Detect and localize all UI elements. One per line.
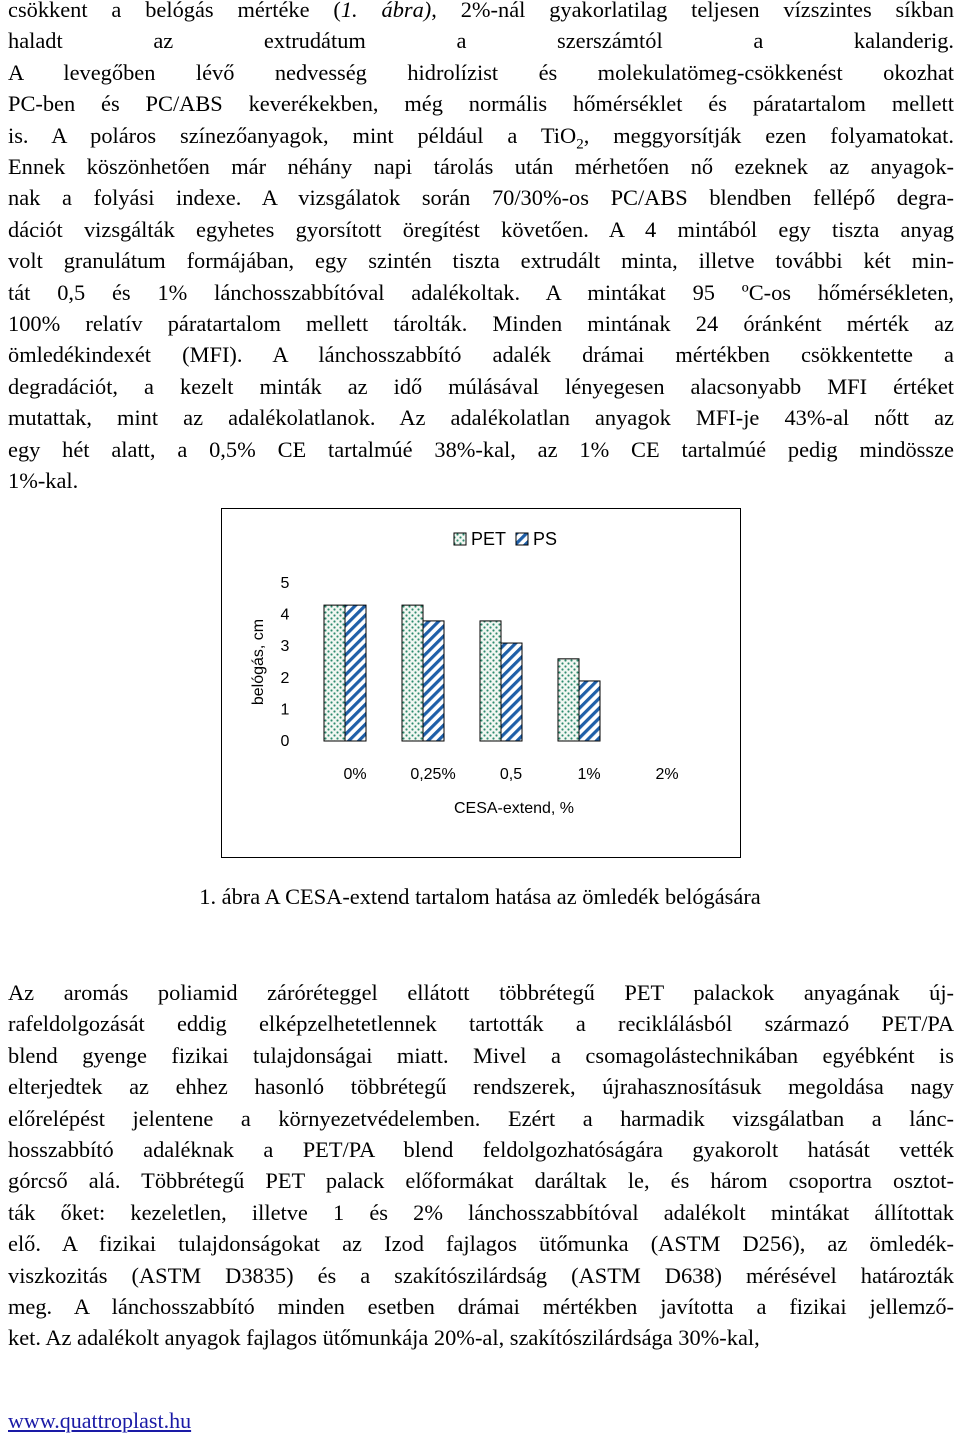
text-line: A levegőben lévő nedvesség hidrolízist és molekulatömeg-csökkenést okozhat [8,59,954,85]
text-line: Az aromás poliamid záróréteggel ellátott többrétegű PET palackok anyagának új- [8,980,954,1005]
text-line: hosszabbító adaléknak a PET/PA blend feldolgozhatóságára gyakorolt hatását vették [8,1137,954,1163]
text-line: elő. A fizikai tulajdonságokat az Izod fajlagos ütőmunka (ASTM D256), az ömledék- [8,1231,954,1257]
y-tick-label: 0 [280,733,290,750]
text-line: rafeldolgozását eddig elképzelhetetlennek tartották a reciklálásból származó PET/PA [8,1011,954,1037]
text-line [8,120,954,151]
y-axis [250,575,290,750]
text-line: elterjedtek az ehhez hasonló többrétegű rendszerek, újrahasznosításuk megoldása nagy [8,1074,954,1100]
footer-link[interactable]: www.quattroplast.hu [8,1408,192,1433]
figure-reference: 1. ábra) [340,0,432,22]
text-line: egy hét alatt, a 0,5% CE tartalmúé 38%-kal, az 1% CE tartalmúé pedig mindössze [8,436,954,462]
x-tick-label: 0% [343,766,367,783]
bar-ps [423,621,444,741]
bar-ps [345,605,366,741]
text-line: ömledékindexét (MFI). A lánchosszabbító adalék drámai mértékben csökkentette a [8,342,954,368]
text-line: nak a folyási indexe. A vizsgálatok során 70/30%-os PC/ABS blendben fellépő degra- [8,185,954,211]
y-tick-label: 5 [280,575,290,592]
bar-pet [402,605,423,741]
text-line: dációt vizsgálták egyhetes gyorsított öregítést követően. A 4 mintából egy tiszta anyag [8,216,954,242]
x-tick-label: 0,25% [410,766,456,783]
text-line: PC-ben és PC/ABS keverékekben, még normális hőmérséklet és páratartalom mellett [8,91,954,117]
text-line: 100% relatív páratartalom mellett tárolták. Minden mintának 24 óránként mérték az [8,311,954,337]
text-line: blend gyenge fizikai tulajdonságai miatt. Mivel a csomagolástechnikában egyébként is [8,1042,954,1068]
legend-swatch-ps [516,533,528,545]
chart-legend [454,529,557,549]
bar-chart [222,509,740,857]
text-line: előrelépést jelentene a környezetvédelemben. Ezért a harmadik vizsgálatban a lánc- [8,1105,954,1131]
text-segment: csökkent a belógás mértéke ( [8,0,341,22]
x-tick-label: 0,5 [499,766,523,783]
text-line: tát 0,5 és 1% lánchosszabbítóval adalékoltak. A mintákat 95 ºC-os hőmérsékleten, [8,279,954,305]
y-tick-label: 4 [280,606,290,624]
bar-pet [480,621,501,741]
text-segment: , 2%-nál gyakorlatilag teljesen vízszintes síkban [431,0,954,22]
text-line: volt granulátum formájában, egy szintén tiszta extrudált minta, illetve további két min- [8,248,954,274]
text-segment: is. A poláros színezőanyagok, mint például a TiO [8,122,577,148]
bar-pet [324,605,345,741]
text-line [8,0,954,25]
y-axis-label: belógás, cm [250,618,267,706]
text-line: 1%-kal. [8,468,79,494]
subscript: 2 [576,136,584,153]
bar-pet [558,659,579,741]
figure-chart [221,508,741,858]
legend-label-pet: PET [471,529,507,549]
text-line: górcső alá. Többrétegű PET palack előformákat daráltak le, és három csoportra osztot- [8,1168,954,1194]
x-axis-label: CESA-extend, % [453,800,575,817]
legend-label-ps: PS [533,529,558,549]
bar-ps [501,643,522,741]
text-line: mutattak, mint az adalékolatlanok. Az adalékolatlan anyagok MFI-je 43%-al nőtt az [8,405,954,431]
text-line: meg. A lánchosszabbító minden esetben drámai mértékben javította a fizikai jellemző- [8,1294,954,1320]
body-paragraph-top [8,0,954,497]
x-tick-label: 2% [655,766,679,783]
x-axis [343,766,678,817]
body-paragraph-bottom [8,977,954,1354]
text-line: ták őket: kezeletlen, illetve 1 és 2% lánchosszabbítóval adalékolt mintákat állítottak [8,1199,954,1225]
y-tick-label: 2 [280,669,290,687]
legend-swatch-pet [454,533,466,545]
text-line: Ennek köszönhetően már néhány napi tárolás után mérhetően nő ezeknek az anyagok- [8,154,954,180]
figure-caption: 1. ábra A CESA-extend tartalom hatása az ömledék belógására [199,884,761,909]
x-tick-label: 1% [577,766,601,783]
bars [324,605,600,741]
bar-ps [579,681,600,741]
text-line: degradációt, a kezelt minták az idő múlásával lényegesen alacsonyabb MFI értéket [8,373,954,399]
text-segment: , meggyorsítják ezen folyamatokat. [583,122,954,148]
text-line: ket. Az adalékolt anyagok fajlagos ütőmunkája 20%-al, szakítószilárdsága 30%-kal, [8,1325,760,1351]
text-line: haladt az extrudátum a szerszámtól a kalanderig. [8,28,954,54]
text-line: viszkozitás (ASTM D3835) és a szakítószilárdság (ASTM D638) mérésével határozták [8,1262,954,1288]
y-tick-label: 3 [280,638,290,656]
y-tick-label: 1 [280,701,290,719]
